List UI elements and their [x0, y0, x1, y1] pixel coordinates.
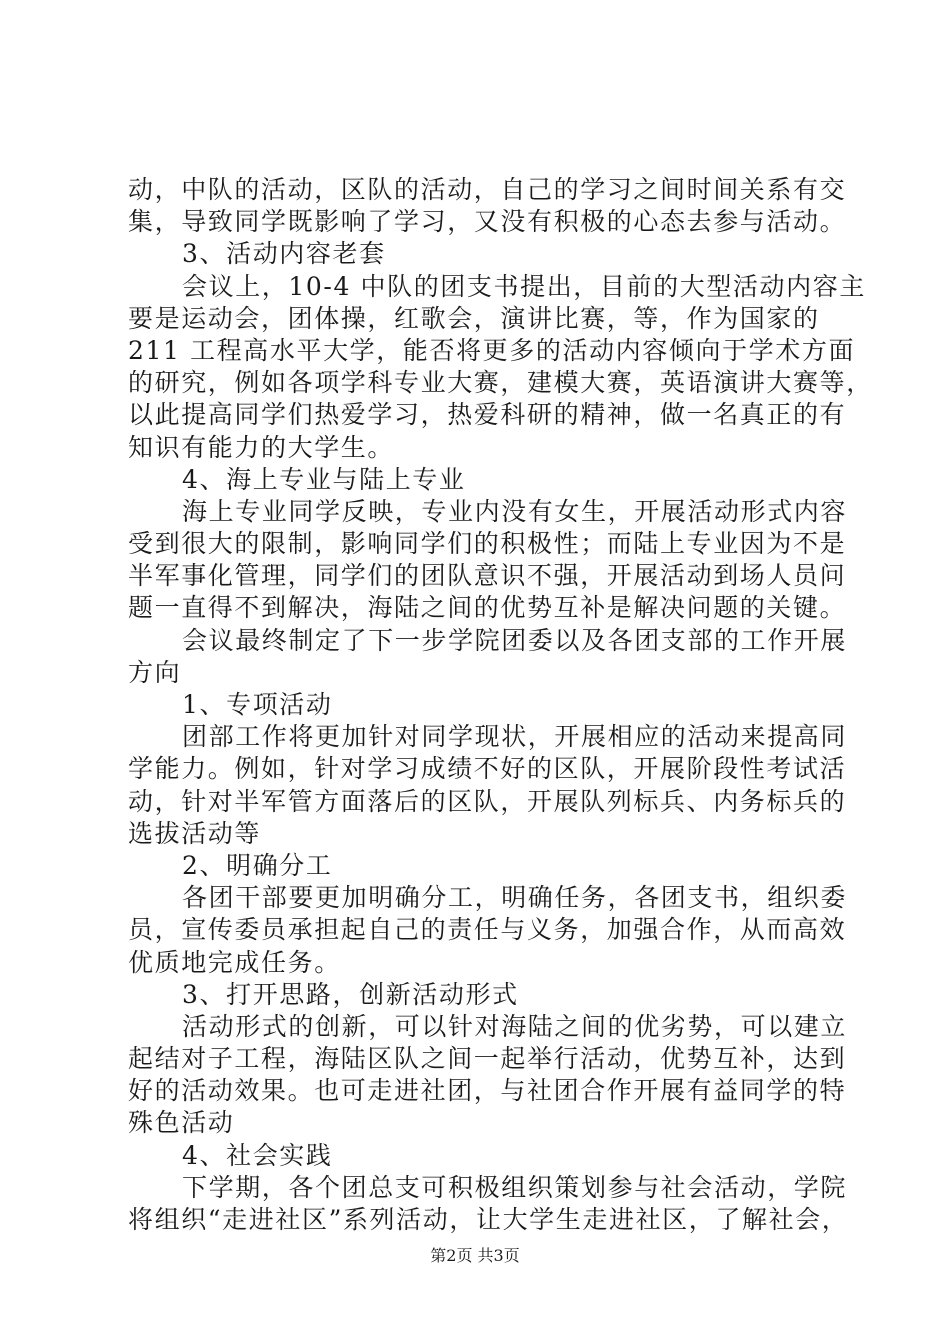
text-line: 学能力。例如，针对学习成绩不好的区队，开展阶段性考试活 [128, 754, 847, 784]
text-line: 会议最终制定了下一步学院团委以及各团支部的工作开展 [182, 625, 848, 655]
text-line: 4、社会实践 [182, 1140, 333, 1170]
text-line: 活动形式的创新，可以针对海陆之间的优劣势，可以建立 [182, 1011, 848, 1041]
text-line: 将组织“走进社区”系列活动，让大学生走进社区，了解社会， [128, 1205, 849, 1234]
text-line: 1、专项活动 [182, 690, 333, 719]
text-line: 起结对子工程，海陆区队之间一起举行活动，优势互补，达到 [128, 1044, 847, 1074]
text-line: 优质地完成任务。 [128, 947, 341, 977]
text-line: 海上专业同学反映，专业内没有女生，开展活动形式内容 [182, 496, 848, 526]
text-line: 殊色活动 [128, 1108, 235, 1138]
text-line: 3、活动内容老套 [182, 239, 386, 269]
text-line: 会议上，10-4 中队的团支书提出，目前的大型活动内容主 [182, 271, 866, 301]
text-line: 要是运动会，团体操，红歌会，演讲比赛，等，作为国家的 [128, 303, 820, 333]
text-line: 半军事化管理，同学们的团队意识不强，开展活动到场人员问 [128, 561, 847, 591]
text-line: 受到很大的限制，影响同学们的积极性；而陆上专业因为不是 [128, 529, 847, 559]
text-line: 知识有能力的大学生。 [128, 432, 395, 462]
text-line: 选拔活动等 [128, 818, 262, 848]
text-line: 下学期，各个团总支可积极组织策划参与社会活动，学院 [182, 1172, 848, 1202]
document-body [128, 174, 873, 1236]
text-line: 好的活动效果。也可走进社团，与社团合作开展有益同学的特 [128, 1076, 847, 1106]
text-line: 各团干部要更加明确分工，明确任务，各团支书，组织委 [182, 883, 848, 913]
text-line: 4、海上专业与陆上专业 [182, 464, 466, 494]
text-line: 3、打开思路，创新活动形式 [182, 979, 519, 1009]
text-line: 员，宣传委员承担起自己的责任与义务，加强合作，从而高效 [128, 915, 847, 945]
page-footer: 第2页 共3页 [430, 1246, 520, 1265]
text-line: 以此提高同学们热爱学习，热爱科研的精神，做一名真正的有 [128, 400, 847, 430]
text-line: 方向 [128, 657, 182, 687]
text-line: 动，针对半军管方面落后的区队，开展队列标兵、内务标兵的 [128, 786, 847, 816]
text-line: 集，导致同学既影响了学习，又没有积极的心态去参与活动。 [128, 207, 847, 237]
text-line: 团部工作将更加针对同学现状，开展相应的活动来提高同 [182, 722, 848, 752]
text-line: 的研究，例如各项学科专业大赛，建模大赛，英语演讲大赛等， [128, 368, 873, 398]
text-line: 动，中队的活动，区队的活动，自己的学习之间时间关系有交 [128, 175, 847, 204]
text-line: 2、明确分工 [182, 850, 333, 880]
text-line: 211 工程高水平大学，能否将更多的活动内容倾向于学术方面 [128, 335, 856, 365]
text-line: 题一直得不到解决，海陆之间的优势互补是解决问题的关键。 [128, 593, 847, 623]
